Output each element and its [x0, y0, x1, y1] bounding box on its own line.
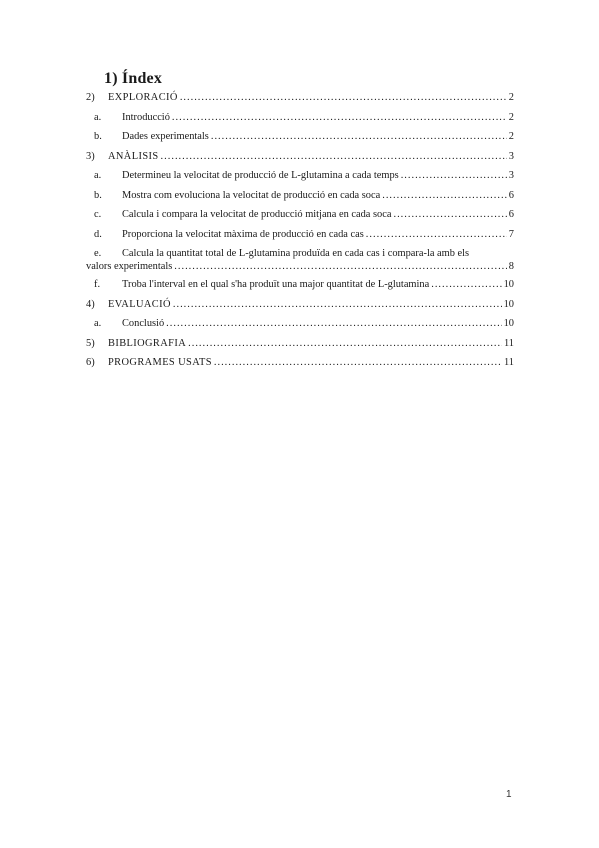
dot-leader: [211, 131, 507, 142]
toc-number: a.: [94, 111, 102, 123]
toc-entry-exploracio[interactable]: [86, 92, 514, 112]
dot-leader: [382, 190, 507, 201]
toc-entry-programes-usats[interactable]: [86, 357, 514, 377]
toc-page-number: 10: [503, 318, 514, 329]
toc-page-number: 3: [508, 170, 514, 181]
dot-leader: [393, 209, 506, 220]
toc-label: EVALUACIÓ: [108, 298, 171, 310]
dot-leader: [214, 357, 502, 368]
toc-page-number: 11: [503, 337, 514, 349]
toc-label: Mostra com evoluciona la velocitat de producció en cada soca: [122, 189, 381, 201]
toc-label: Calcula i compara la velocitat de producció mitjana en cada soca: [122, 209, 392, 220]
toc-number: b.: [94, 131, 102, 142]
toc-label: Dades experimentals: [122, 131, 209, 142]
dot-leader: [174, 261, 507, 272]
toc-entry-mostra[interactable]: [86, 190, 514, 210]
toc-entry-dades-experimentals[interactable]: [86, 131, 514, 151]
toc-page-number: 6: [508, 209, 514, 220]
toc-label: Troba l'interval en el qual s'ha produït una major quantitat de L-glutamina: [122, 279, 430, 290]
toc-page-number: 6: [508, 189, 514, 201]
toc-page-number: 2: [508, 92, 514, 103]
toc-number: 5): [86, 337, 95, 349]
dot-leader: [180, 92, 507, 103]
toc-page-number: 2: [508, 131, 514, 142]
toc-number: e.: [94, 248, 102, 259]
toc-number: a.: [94, 318, 102, 329]
dot-leader: [172, 112, 507, 123]
toc-page-number: 10: [503, 279, 514, 290]
toc-number: 6): [86, 357, 95, 368]
toc-number: 4): [86, 298, 95, 310]
toc-page-number: 3: [508, 150, 514, 162]
toc-page-number: 10: [503, 298, 514, 310]
toc-label: BIBLIOGRAFIA: [108, 337, 187, 349]
toc-number: d.: [94, 228, 102, 240]
dot-leader: [366, 229, 507, 240]
dot-leader: [161, 151, 507, 162]
toc-entry-conclusio[interactable]: [86, 318, 514, 338]
toc-entry-interval[interactable]: [86, 279, 514, 299]
toc-entry-quantitat-total[interactable]: [86, 248, 514, 279]
toc-page-number: 8: [508, 261, 514, 272]
toc-number: f.: [94, 279, 101, 290]
toc-entry-calcula-compara[interactable]: [86, 209, 514, 229]
toc-label: EXPLORACIÓ: [108, 92, 178, 103]
toc-page-number: 2: [508, 111, 514, 123]
page-number: 1: [506, 789, 512, 800]
toc-number: a.: [94, 170, 102, 181]
toc-entry-analisis[interactable]: [86, 151, 514, 171]
dot-leader: [401, 170, 507, 181]
toc-label-line-2: valors experimentals: [86, 261, 173, 272]
dot-leader: [431, 279, 501, 290]
toc-number: 2): [86, 92, 95, 103]
toc-label: Determineu la velocitat de producció de L-glutamina a cada temps: [122, 170, 399, 181]
toc-label: Introducció: [122, 111, 170, 123]
toc-entry-determineu[interactable]: [86, 170, 514, 190]
toc-label: ANÀLISIS: [108, 150, 159, 162]
toc-number: c.: [94, 209, 102, 220]
toc-label: Proporciona la velocitat màxima de producció en cada cas: [122, 228, 364, 240]
toc-page-number: 7: [508, 228, 514, 240]
toc-entry-proporciona[interactable]: [86, 229, 514, 249]
dot-leader: [173, 299, 502, 310]
toc-number: 3): [86, 150, 95, 162]
toc-label-line-1: Calcula la quantitat total de L-glutamina produïda en cada cas i compara-la amb els: [122, 248, 470, 259]
toc-label: PROGRAMES USATS: [108, 357, 212, 368]
toc-page-number: 11: [503, 357, 514, 368]
toc-entry-bibliografia[interactable]: [86, 338, 514, 358]
table-of-contents: [86, 92, 514, 377]
index-heading: 1) Índex: [104, 70, 163, 87]
dot-leader: [188, 338, 502, 349]
dot-leader: [166, 318, 501, 329]
toc-entry-introduccio[interactable]: [86, 112, 514, 132]
toc-label: Conclusió: [122, 318, 165, 329]
toc-entry-evaluacio[interactable]: [86, 299, 514, 319]
toc-number: b.: [94, 189, 102, 201]
